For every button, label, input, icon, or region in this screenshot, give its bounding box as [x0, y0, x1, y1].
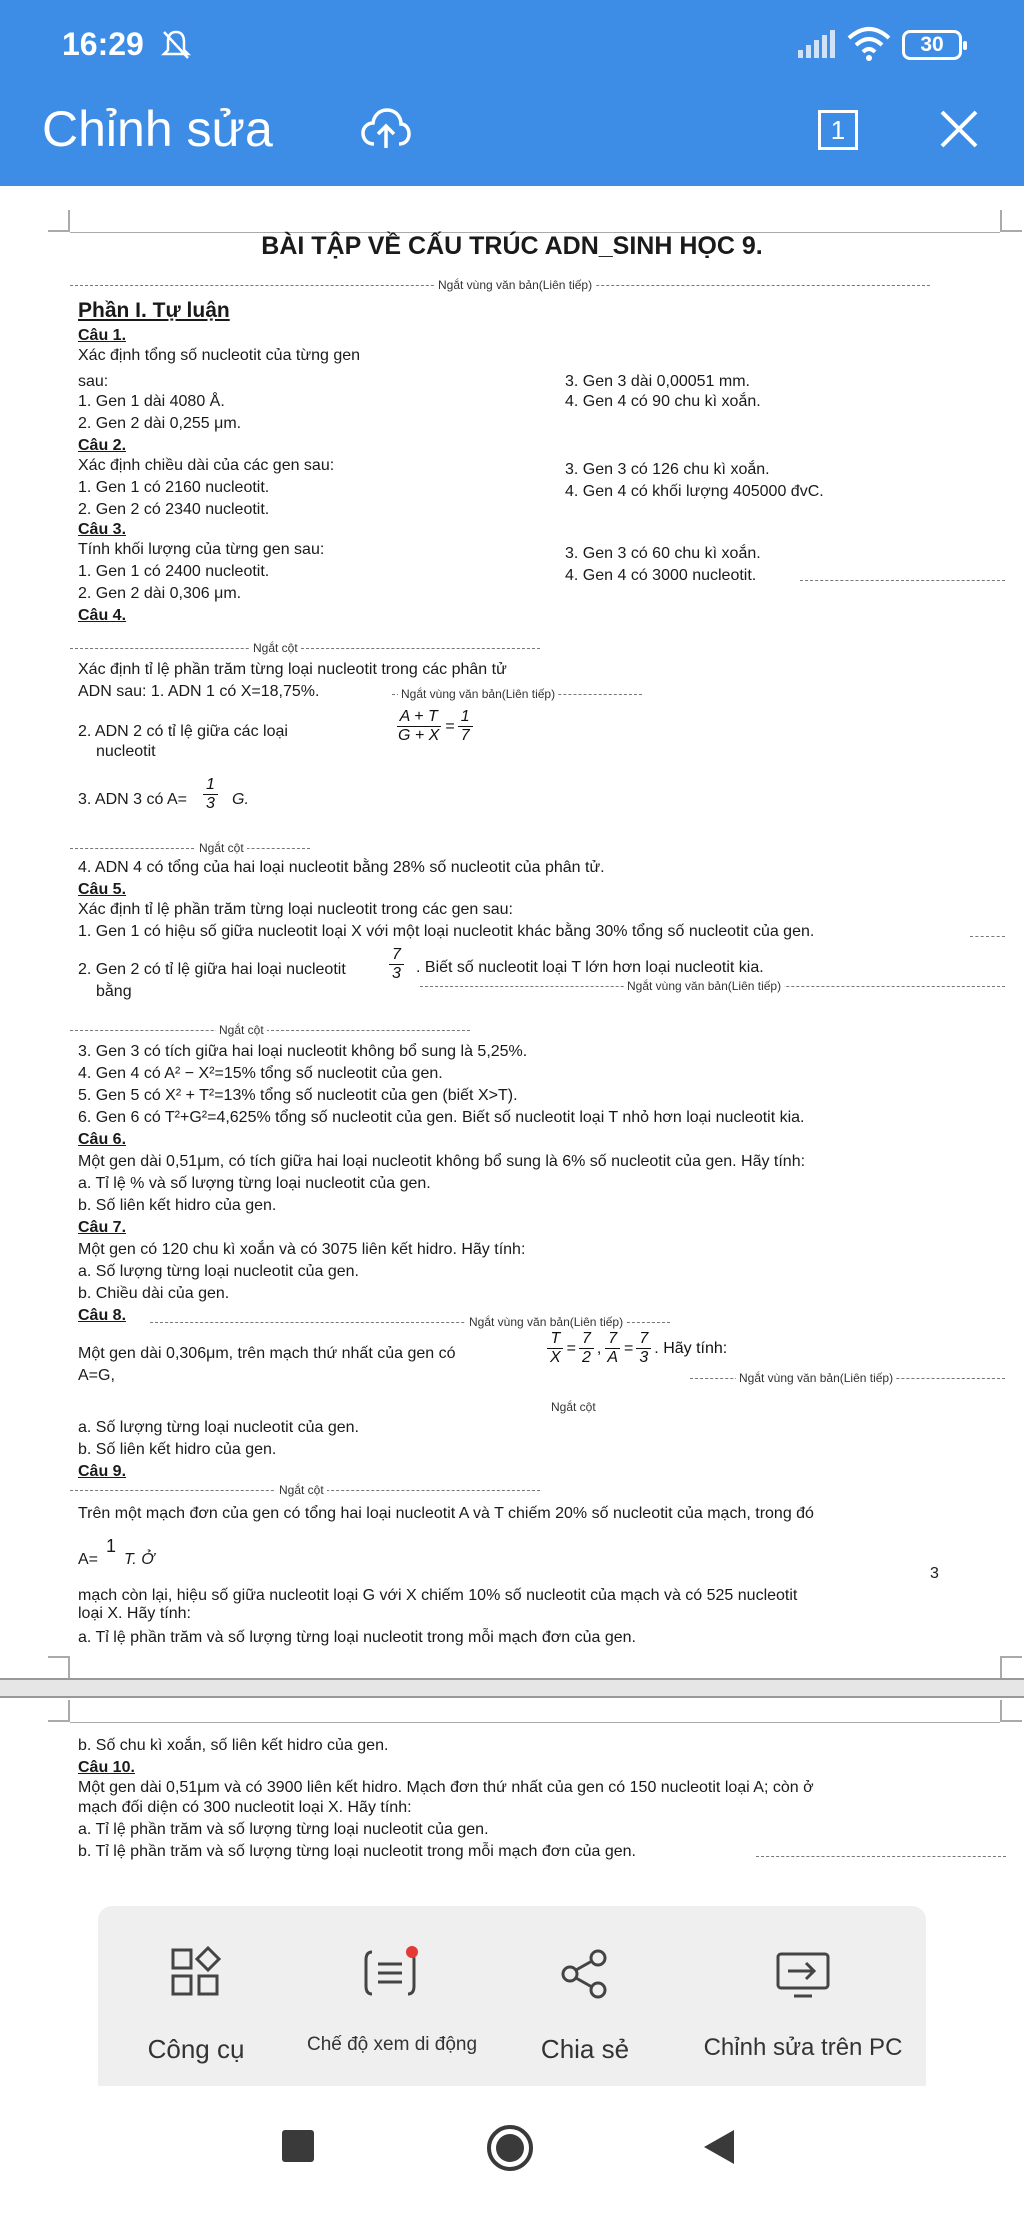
formula-numerator: 7: [636, 1330, 651, 1349]
q9-text: mạch còn lại, hiệu số giữa nucleotit loại G với X chiếm 10% số nucleotit của mạch và có 525 nucleotit: [78, 1587, 798, 1604]
share-button[interactable]: [490, 1906, 680, 2086]
formula-numerator: 1: [458, 708, 473, 727]
q4-a-formula: [200, 776, 221, 813]
page-corner-mark: [1000, 1656, 1022, 1678]
q9-text: A=: [78, 1551, 99, 1568]
header-line: [70, 1722, 1000, 1723]
page-separator: [0, 1678, 1024, 1698]
q4-heading: Câu 4.: [78, 607, 127, 624]
page-corner-mark: [1000, 1700, 1022, 1722]
q6-item: a. Tỉ lệ % và số lượng từng loại nucleotit của gen.: [78, 1175, 431, 1192]
system-nav-bar: [0, 2086, 1024, 2217]
app-bar: [0, 0, 1024, 186]
formula-denominator: X: [550, 1349, 561, 1366]
column-break-label: Ngắt cột: [276, 1483, 327, 1497]
q8-ratio-formula: $\frac{T}{X}$ = $\frac{7}{2}$ , $\frac{7}{A}$ = $\frac{7}{3}$ . Hãy tính:: [544, 1330, 727, 1367]
q8-item: a. Số lượng từng loại nucleotit của gen.: [78, 1419, 359, 1436]
q6-heading: Câu 6.: [78, 1131, 127, 1148]
q5-heading: Câu 5.: [78, 881, 127, 898]
q8-item: b. Số liên kết hidro của gen.: [78, 1441, 277, 1458]
page-corner-mark: [48, 1656, 70, 1678]
edit-on-pc-icon: [774, 1946, 832, 2005]
column-break-label: Ngắt cột: [196, 841, 247, 855]
page-corner-mark: [1000, 210, 1022, 232]
q7-item: b. Chiều dài của gen.: [78, 1285, 230, 1302]
q2-heading: Câu 2.: [78, 437, 127, 454]
q7-text: Một gen có 120 chu kì xoắn và có 3075 liên kết hidro. Hãy tính:: [78, 1241, 526, 1258]
q6-text: Một gen dài 0,51μm, có tích giữa hai loại nucleotit không bổ sung là 6% số nucleotit của gen. Hãy tính:: [78, 1153, 806, 1170]
signal-icon: [796, 30, 836, 63]
document-view[interactable]: [0, 186, 1024, 1906]
close-icon[interactable]: [938, 108, 980, 155]
q1-text: Xác định tổng số nucleotit của từng gen: [78, 347, 361, 364]
share-icon: [558, 1946, 612, 2005]
q5-text: Xác định tỉ lệ phần trăm từng loại nucleotit trong các gen sau:: [78, 901, 513, 918]
q5-item: bằng: [96, 983, 132, 1000]
q7-heading: Câu 7.: [78, 1219, 127, 1236]
column-break-label: Ngắt cột: [250, 641, 301, 655]
q2-item: 1. Gen 1 có 2160 nucleotit.: [78, 479, 270, 496]
tools-button[interactable]: [98, 1906, 294, 2086]
upload-cloud-icon[interactable]: [360, 106, 412, 157]
q1-heading: Câu 1.: [78, 327, 127, 344]
section-break-label: Ngắt vùng văn bản(Liên tiếp): [435, 278, 595, 292]
back-button[interactable]: [702, 2128, 736, 2171]
mobile-view-label: Chế độ xem di động: [306, 2034, 478, 2055]
q2-item: 3. Gen 3 có 126 chu kì xoắn.: [565, 461, 770, 478]
app-title: Chỉnh sửa: [42, 101, 273, 157]
q1-item: 4. Gen 4 có 90 chu kì xoắn.: [565, 393, 761, 410]
q5-item: 4. Gen 4 có A² − X²=15% tổng số nucleotit của gen.: [78, 1065, 443, 1082]
dotted-line: [800, 580, 1005, 581]
q5-item: . Biết số nucleotit loại T lớn hơn loại nucleotit kia.: [416, 959, 764, 976]
bottom-toolbar: [98, 1906, 926, 2086]
q2-item: 2. Gen 2 có 2340 nucleotit.: [78, 501, 270, 518]
q1-item: 3. Gen 3 dài 0,00051 mm.: [565, 373, 750, 390]
q4-text: ADN sau: 1. ADN 1 có X=18,75%.: [78, 683, 320, 700]
section-break-label: Ngắt vùng văn bản(Liên tiếp): [624, 979, 784, 993]
formula-numerator: 7: [579, 1330, 594, 1349]
page-indicator-button[interactable]: 1: [818, 110, 858, 150]
q9-item: a. Tỉ lệ phần trăm và số lượng từng loại nucleotit trong mỗi mạch đơn của gen.: [78, 1629, 636, 1646]
q4-text: 2. ADN 2 có tỉ lệ giữa các loại: [78, 723, 288, 740]
q3-item: 1. Gen 1 có 2400 nucleotit.: [78, 563, 270, 580]
page-corner-mark: [48, 210, 70, 232]
column-break-label: Ngắt cột: [216, 1023, 267, 1037]
q9-text: T. Ở: [124, 1551, 155, 1568]
doc-title: BÀI TẬP VỀ CẤU TRÚC ADN_SINH HỌC 9.: [261, 232, 763, 260]
q2-item: 4. Gen 4 có khối lượng 405000 đvC.: [565, 483, 824, 500]
home-button[interactable]: [486, 2124, 534, 2177]
q1-text: sau:: [78, 373, 109, 390]
q5-item: 5. Gen 5 có X² + T²=13% tổng số nucleotit của gen (biết X>T).: [78, 1087, 518, 1104]
column-break-label: Ngắt cột: [548, 1400, 599, 1414]
section-break-label: Ngắt vùng văn bản(Liên tiếp): [736, 1371, 896, 1385]
mobile-view-icon: [362, 1946, 422, 2005]
q4-ratio-formula: [392, 708, 476, 745]
formula-numerator: A + T: [397, 708, 441, 727]
q10-text: Một gen dài 0,51μm và có 3900 liên kết hidro. Mạch đơn thứ nhất của gen có 150 nucleotit loại A; còn ở: [78, 1779, 814, 1796]
document-page-2: [0, 1698, 1024, 1906]
formula-numerator: 7: [389, 946, 404, 965]
q5-item: 1. Gen 1 có hiệu số giữa nucleotit loại X với một loại nucleotit khác bằng 30% tổng số nucleotit của gen.: [78, 923, 815, 940]
section-break-label: Ngắt vùng văn bản(Liên tiếp): [466, 1315, 626, 1329]
q10-item: b. Tỉ lệ phần trăm và số lượng từng loại nucleotit trong mỗi mạch đơn của gen.: [78, 1843, 636, 1860]
q8-text: A=G,: [78, 1367, 115, 1384]
formula-denominator: 3: [206, 795, 215, 812]
formula-denominator: G + X: [398, 727, 440, 744]
q9-text: Trên một mạch đơn của gen có tổng hai loại nucleotit A và T chiếm 20% số nucleotit của mạch, trong đó: [78, 1505, 814, 1522]
formula-numerator: 1: [203, 776, 218, 795]
q4-text: 3. ADN 3 có A=: [78, 791, 187, 808]
q3-item: 3. Gen 3 có 60 chu kì xoắn.: [565, 545, 761, 562]
column-break-line: [70, 648, 540, 649]
q9-text: 3: [930, 1565, 939, 1582]
tools-label: Công cụ: [147, 2034, 245, 2064]
formula-denominator: 3: [639, 1349, 649, 1366]
dotted-line: [756, 1856, 1006, 1857]
q8-heading: Câu 8.: [78, 1307, 127, 1324]
column-break-line: [70, 1030, 470, 1031]
q5-item: 6. Gen 6 có T²+G²=4,625% tổng số nucleotit của gen. Biết số nucleotit loại T nhỏ hơn loại nucleotit kia.: [78, 1109, 805, 1126]
formula-denominator: A: [607, 1349, 619, 1366]
q7-item: a. Số lượng từng loại nucleotit của gen.: [78, 1263, 359, 1280]
q8-text: Một gen dài 0,306μm, trên mạch thứ nhất của gen có: [78, 1345, 456, 1362]
edit-on-pc-label: Chỉnh sửa trên PC: [703, 2034, 903, 2061]
document-page-1: [0, 186, 1024, 1678]
q4-text: G.: [232, 791, 249, 808]
q4-text: nucleotit: [96, 743, 156, 760]
q10-text: mạch đối diện có 300 nucleotit loại X. Hãy tính:: [78, 1799, 412, 1816]
q3-heading: Câu 3.: [78, 521, 127, 538]
q9-item: b. Số chu kì xoắn, số liên kết hidro của gen.: [78, 1737, 389, 1754]
q3-text: Tính khối lượng của từng gen sau:: [78, 541, 325, 558]
edit-on-pc-button[interactable]: [680, 1906, 926, 2086]
q4-text: Xác định tỉ lệ phần trăm từng loại nucleotit trong các phân tử: [78, 661, 507, 678]
formula-denominator: 3: [392, 965, 401, 982]
dotted-line: [970, 936, 1005, 937]
q1-item: 2. Gen 2 dài 0,255 μm.: [78, 415, 242, 432]
q4-item: 4. ADN 4 có tổng của hai loại nucleotit bằng 28% số nucleotit của phân tử.: [78, 859, 605, 876]
q6-item: b. Số liên kết hidro của gen.: [78, 1197, 277, 1214]
formula-denominator: 2: [582, 1349, 591, 1366]
q3-item: 4. Gen 4 có 3000 nucleotit.: [565, 567, 757, 584]
q1-item: 1. Gen 1 dài 4080 Å.: [78, 393, 225, 410]
part-heading: Phần I. Tự luận: [78, 299, 230, 322]
q5-ratio-formula: [386, 946, 407, 983]
page-corner-mark: [48, 1700, 70, 1722]
tools-icon: [169, 1946, 223, 2005]
q9-heading: Câu 9.: [78, 1463, 127, 1480]
formula-numerator: T: [547, 1330, 563, 1349]
recent-apps-button[interactable]: [282, 2130, 314, 2162]
formula-equals: =: [445, 717, 455, 735]
section-break-label: Ngắt vùng văn bản(Liên tiếp): [398, 687, 558, 701]
battery-indicator: 30: [902, 30, 962, 60]
q2-text: Xác định chiều dài của các gen sau:: [78, 457, 335, 474]
mobile-view-button[interactable]: [294, 1906, 490, 2086]
formula-numerator: 7: [605, 1330, 620, 1349]
q9-text: 1: [106, 1536, 117, 1556]
formula-denominator: 7: [460, 727, 470, 744]
q8-text: . Hãy tính:: [654, 1339, 728, 1357]
alarm-off-icon: [158, 26, 194, 67]
q9-text: loại X. Hãy tính:: [78, 1605, 191, 1622]
q3-item: 2. Gen 2 dài 0,306 μm.: [78, 585, 242, 602]
column-break-line: [70, 848, 310, 849]
status-time: 16:29: [62, 26, 144, 62]
q5-item: 2. Gen 2 có tỉ lệ giữa hai loại nucleotit: [78, 961, 346, 978]
share-label: Chia sẻ: [540, 2034, 630, 2064]
q10-heading: Câu 10.: [78, 1759, 135, 1776]
q5-item: 3. Gen 3 có tích giữa hai loại nucleotit không bổ sung là 5,25%.: [78, 1043, 528, 1060]
q10-item: a. Tỉ lệ phần trăm và số lượng từng loại nucleotit của gen.: [78, 1821, 489, 1838]
wifi-icon: [846, 26, 892, 67]
